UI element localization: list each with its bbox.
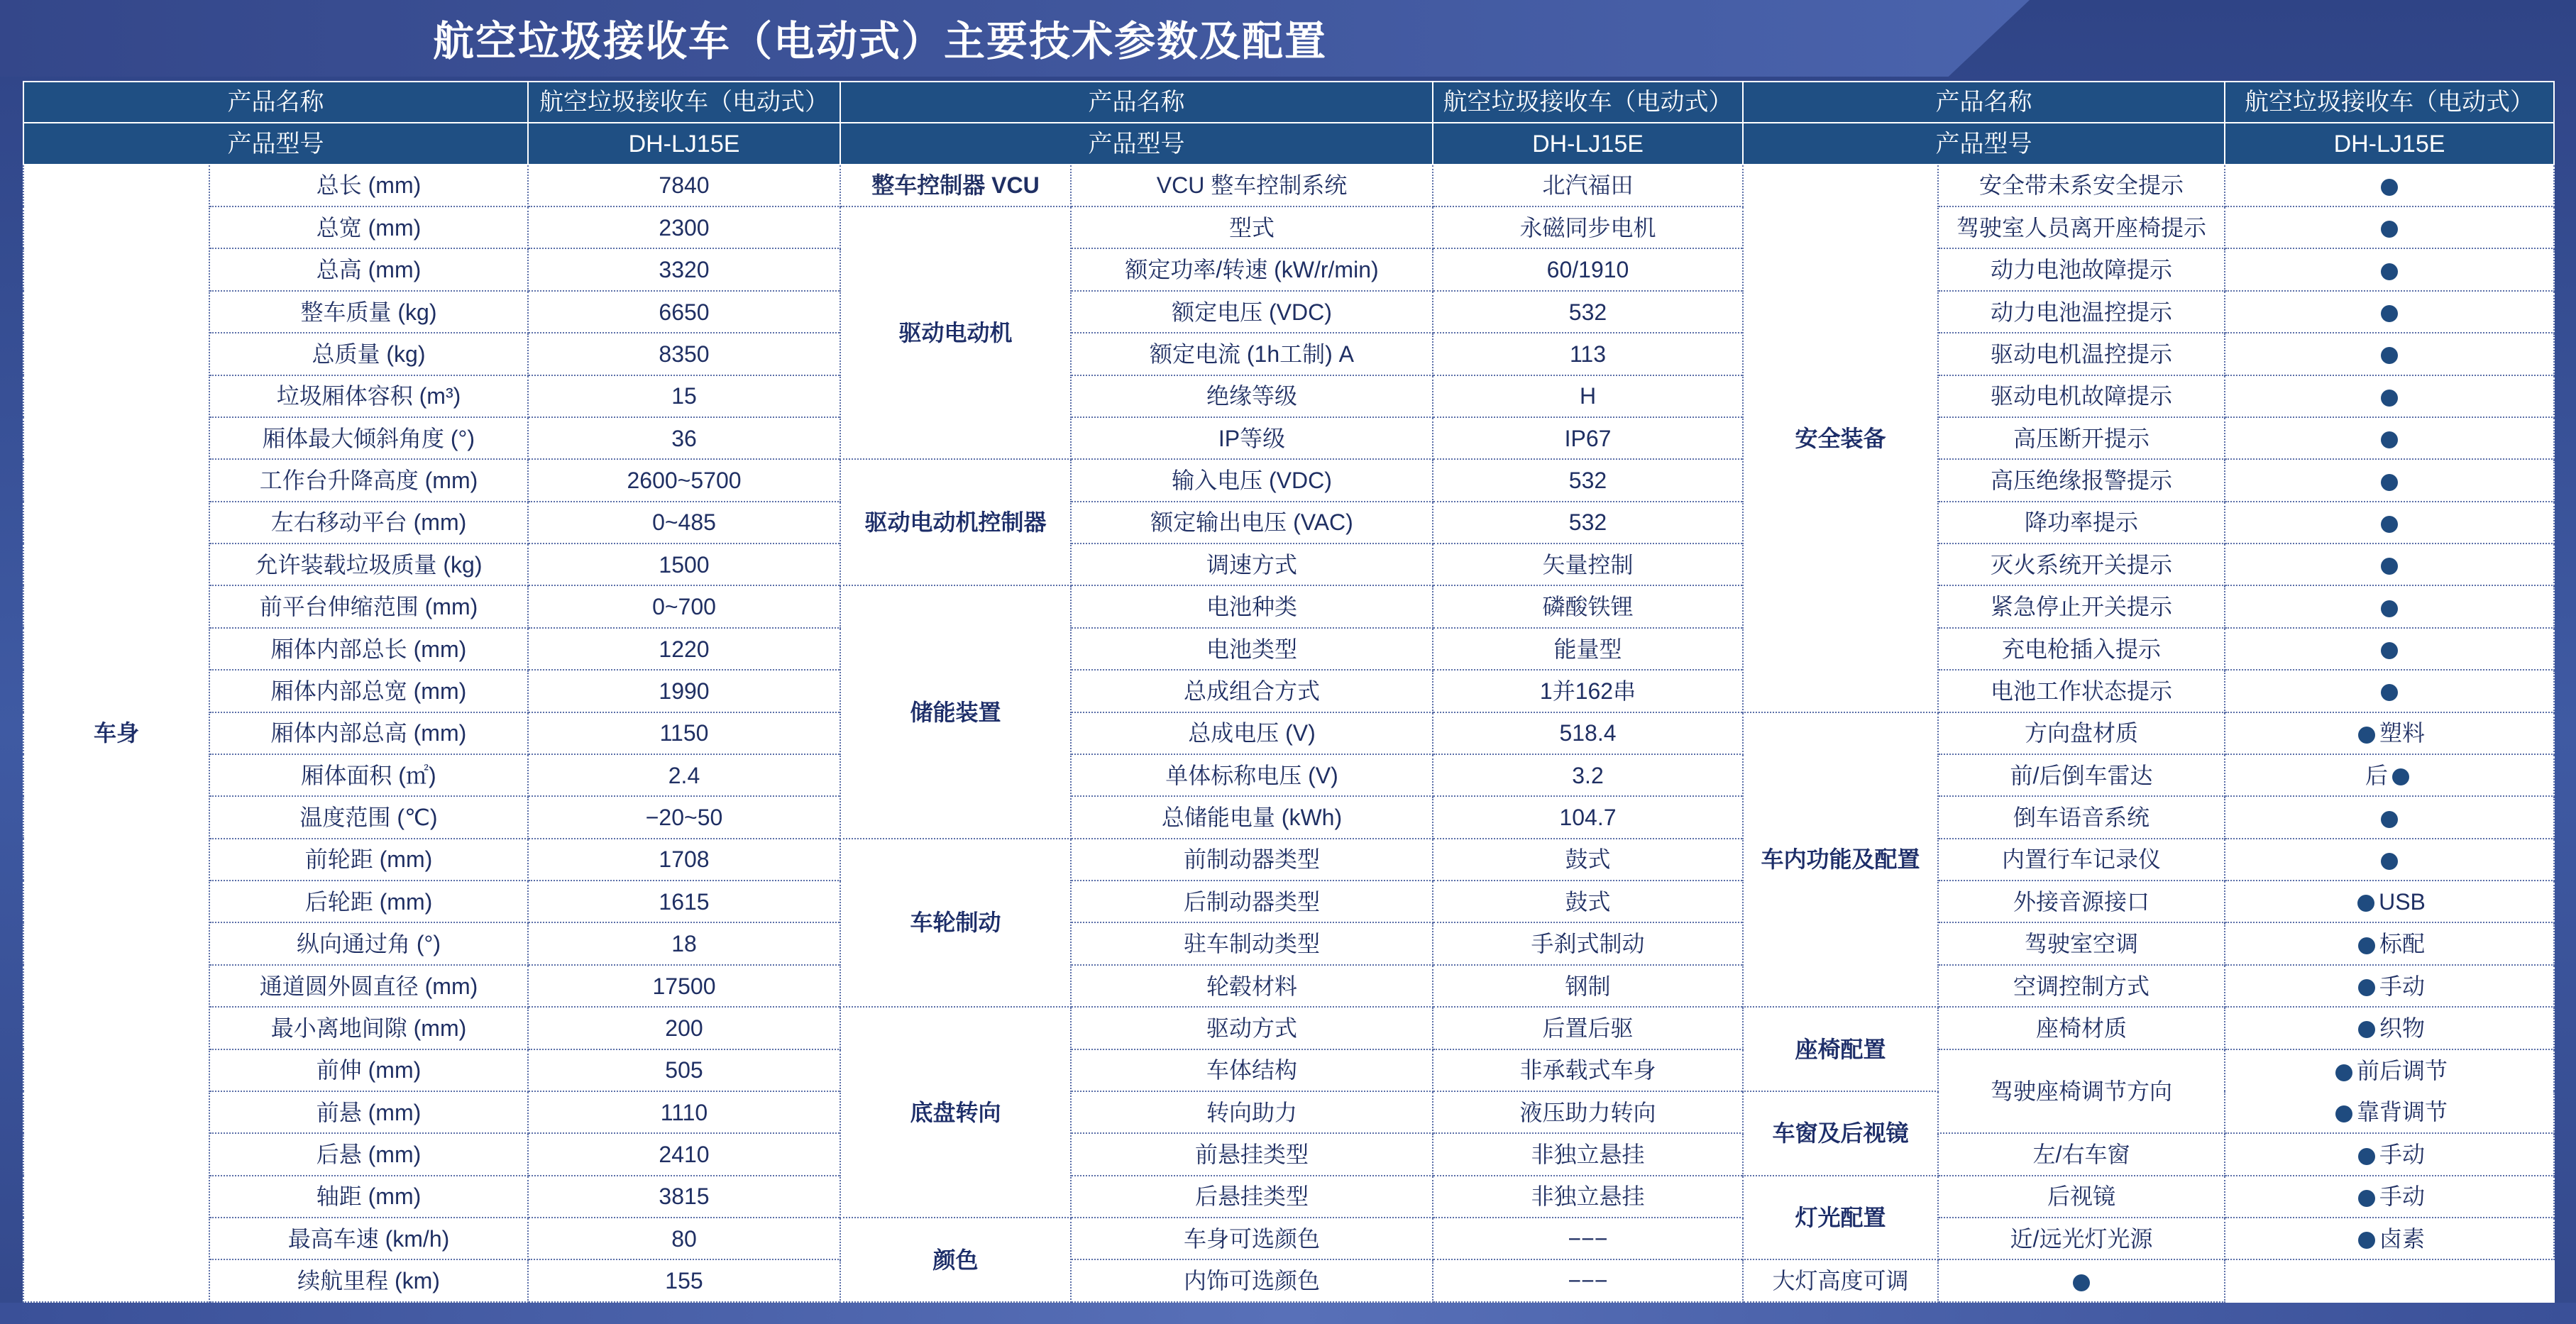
config-value	[2225, 670, 2554, 712]
param-value: 3815	[528, 1176, 840, 1218]
param-value: 2300	[528, 206, 840, 248]
header-name-label: 产品名称	[840, 82, 1433, 123]
config-name: 倒车语音系统	[1938, 796, 2225, 838]
param-name: 垃圾厢体容积 (m³)	[209, 375, 528, 417]
group-cell: 灯光配置	[1743, 1176, 1938, 1260]
config-value	[2225, 248, 2554, 290]
filled-dot-icon	[2381, 305, 2398, 322]
param-value: 3.2	[1433, 754, 1743, 796]
param-name: 左右移动平台 (mm)	[209, 502, 528, 544]
param-value: 155	[528, 1259, 840, 1302]
param-name: 车身可选颜色	[1071, 1218, 1433, 1259]
param-name: IP等级	[1071, 417, 1433, 459]
param-value: 磷酸铁锂	[1433, 585, 1743, 627]
filled-dot-icon	[2357, 895, 2374, 912]
table-row	[23, 333, 2554, 375]
table-row	[23, 1049, 2554, 1091]
config-name: 电池工作状态提示	[1938, 670, 2225, 712]
filled-dot-icon	[2358, 979, 2375, 996]
spec-table	[23, 81, 2555, 1303]
config-value	[2225, 1176, 2554, 1218]
param-name: 厢体内部总宽 (mm)	[209, 670, 528, 712]
config-name: 左/右车窗	[1938, 1133, 2225, 1175]
param-value: 7840	[528, 165, 840, 206]
table-row	[23, 1259, 2554, 1302]
config-value	[2225, 206, 2554, 248]
table-row	[23, 1007, 2554, 1049]
param-value: 36	[528, 417, 840, 459]
param-name: 车体结构	[1071, 1049, 1433, 1091]
table-row	[23, 291, 2554, 333]
filled-dot-icon	[2381, 263, 2398, 280]
config-name: 外接音源接口	[1938, 881, 2225, 922]
group-cell: 底盘转向	[840, 1007, 1071, 1218]
table-row	[23, 839, 2554, 881]
param-name: 电池类型	[1071, 628, 1433, 670]
param-value: 2410	[528, 1133, 840, 1175]
page-title: 航空垃圾接收车（电动式）主要技术参数及配置	[432, 17, 1327, 65]
group-cell: 整车控制器 VCU	[840, 165, 1071, 206]
param-name: 续航里程 (km)	[209, 1259, 528, 1302]
param-name: 允许装载垃圾质量 (kg)	[209, 544, 528, 585]
config-value	[2225, 333, 2554, 375]
param-value: 2600~5700	[528, 459, 840, 501]
header-model-value: DH-LJ15E	[2225, 123, 2554, 164]
param-value: 8350	[528, 333, 840, 375]
header-model-label: 产品型号	[840, 123, 1433, 164]
group-cell: 安全装备	[1743, 165, 1938, 712]
param-value: 200	[528, 1007, 840, 1049]
group-cell: 座椅配置	[1743, 1007, 1938, 1091]
param-name: 绝缘等级	[1071, 375, 1433, 417]
param-value: 1990	[528, 670, 840, 712]
param-name: 单体标称电压 (V)	[1071, 754, 1433, 796]
header-row-model	[23, 123, 2554, 164]
param-value: 2.4	[528, 754, 840, 796]
filled-dot-icon	[2381, 474, 2398, 491]
param-name: 工作台升降高度 (mm)	[209, 459, 528, 501]
table-row	[23, 965, 2554, 1007]
param-value: 1615	[528, 881, 840, 922]
param-value: 0~700	[528, 585, 840, 627]
filled-dot-icon	[2381, 642, 2398, 659]
config-text: 前后调节	[2356, 1057, 2448, 1083]
config-name: 紧急停止开关提示	[1938, 585, 2225, 627]
config-value	[2225, 628, 2554, 670]
header-name-value: 航空垃圾接收车（电动式）	[528, 82, 840, 123]
param-name: VCU 整车控制系统	[1071, 165, 1433, 206]
param-value: 113	[1433, 333, 1743, 375]
table-row	[23, 502, 2554, 544]
param-value: 非独立悬挂	[1433, 1176, 1743, 1218]
filled-dot-icon	[2358, 1021, 2375, 1038]
param-name: 后悬挂类型	[1071, 1176, 1433, 1218]
filled-dot-icon	[2381, 811, 2398, 828]
config-text: 手动	[2379, 1184, 2425, 1210]
config-value	[2225, 375, 2554, 417]
param-name: 轴距 (mm)	[209, 1176, 528, 1218]
group-cell-body: 车身	[23, 165, 209, 1302]
param-name: 厢体内部总长 (mm)	[209, 628, 528, 670]
config-value	[2225, 1049, 2554, 1134]
param-value: IP67	[1433, 417, 1743, 459]
config-name: 驾驶室人员离开座椅提示	[1938, 206, 2225, 248]
param-value: 非承载式车身	[1433, 1049, 1743, 1091]
param-name: 型式	[1071, 206, 1433, 248]
config-name: 动力电池故障提示	[1938, 248, 2225, 290]
config-name: 驱动电机故障提示	[1938, 375, 2225, 417]
param-value: 1并162串	[1433, 670, 1743, 712]
table-row	[23, 165, 2554, 206]
param-name: 输入电压 (VDC)	[1071, 459, 1433, 501]
group-cell: 颜色	[840, 1218, 1071, 1302]
table-row	[23, 712, 2554, 754]
param-value: 532	[1433, 502, 1743, 544]
config-value	[2225, 754, 2554, 796]
config-name: 动力电池温控提示	[1938, 291, 2225, 333]
param-name: 电池种类	[1071, 585, 1433, 627]
filled-dot-icon	[2358, 1190, 2375, 1207]
table-row	[23, 417, 2554, 459]
param-value: 3320	[528, 248, 840, 290]
param-name: 总成组合方式	[1071, 670, 1433, 712]
header-model-label: 产品型号	[1743, 123, 2225, 164]
param-value: 6650	[528, 291, 840, 333]
config-value	[2225, 881, 2554, 922]
param-name: 调速方式	[1071, 544, 1433, 585]
config-value	[2225, 965, 2554, 1007]
table-row	[23, 375, 2554, 417]
config-text: 卤素	[2379, 1225, 2425, 1252]
param-name: 驱动方式	[1071, 1007, 1433, 1049]
filled-dot-icon	[2073, 1274, 2090, 1291]
filled-dot-icon	[2335, 1064, 2352, 1081]
param-name: 总成电压 (V)	[1071, 712, 1433, 754]
param-value: 永磁同步电机	[1433, 206, 1743, 248]
header-name-label: 产品名称	[23, 82, 528, 123]
param-value: 钢制	[1433, 965, 1743, 1007]
filled-dot-icon	[2381, 516, 2398, 533]
filled-dot-icon	[2381, 853, 2398, 870]
param-name: 额定电压 (VDC)	[1071, 291, 1433, 333]
filled-dot-icon	[2381, 600, 2398, 617]
param-value: 北汽福田	[1433, 165, 1743, 206]
config-name: 安全带未系安全提示	[1938, 165, 2225, 206]
param-name: 纵向通过角 (°)	[209, 922, 528, 964]
param-name: 总储能电量 (kWh)	[1071, 796, 1433, 838]
config-name: 前/后倒车雷达	[1938, 754, 2225, 796]
param-value: 0~485	[528, 502, 840, 544]
config-text: 标配	[2379, 931, 2425, 957]
config-name: 高压断开提示	[1938, 417, 2225, 459]
table-row	[23, 1176, 2554, 1218]
param-value: 鼓式	[1433, 881, 1743, 922]
table-row	[23, 754, 2554, 796]
param-name: 最小离地间隙 (mm)	[209, 1007, 528, 1049]
param-name: 后轮距 (mm)	[209, 881, 528, 922]
config-value	[2225, 459, 2554, 501]
config-value	[2225, 502, 2554, 544]
config-value	[2225, 839, 2554, 881]
param-value: 后置后驱	[1433, 1007, 1743, 1049]
config-value	[2225, 585, 2554, 627]
param-value: 液压助力转向	[1433, 1091, 1743, 1133]
param-name: 前悬挂类型	[1071, 1133, 1433, 1175]
header-name-value: 航空垃圾接收车（电动式）	[2225, 82, 2554, 123]
config-text: USB	[2379, 888, 2426, 915]
config-name: 充电枪插入提示	[1938, 628, 2225, 670]
param-value: 鼓式	[1433, 839, 1743, 881]
config-value	[2225, 796, 2554, 838]
param-name: 前制动器类型	[1071, 839, 1433, 881]
config-name: 灭火系统开关提示	[1938, 544, 2225, 585]
param-value: 518.4	[1433, 712, 1743, 754]
param-value: 104.7	[1433, 796, 1743, 838]
param-value: −−−	[1433, 1218, 1743, 1259]
param-value: 532	[1433, 459, 1743, 501]
group-cell: 车窗及后视镜	[1743, 1091, 1938, 1176]
param-name: 整车质量 (kg)	[209, 291, 528, 333]
param-name: 前平台伸缩范围 (mm)	[209, 585, 528, 627]
param-name: 额定输出电压 (VAC)	[1071, 502, 1433, 544]
table-row	[23, 881, 2554, 922]
config-name: 方向盘材质	[1938, 712, 2225, 754]
config-value	[2225, 1218, 2554, 1259]
filled-dot-icon	[2392, 768, 2409, 785]
filled-dot-icon	[2381, 347, 2398, 364]
table-row	[23, 248, 2554, 290]
param-value: −20~50	[528, 796, 840, 838]
param-name: 总高 (mm)	[209, 248, 528, 290]
param-name: 前轮距 (mm)	[209, 839, 528, 881]
filled-dot-icon	[2381, 558, 2398, 575]
table-row	[23, 206, 2554, 248]
table-row	[23, 670, 2554, 712]
param-name: 前伸 (mm)	[209, 1049, 528, 1091]
table-row	[23, 628, 2554, 670]
param-name: 后悬 (mm)	[209, 1133, 528, 1175]
param-value: −−−	[1433, 1259, 1743, 1302]
filled-dot-icon	[2335, 1105, 2352, 1122]
config-value	[2225, 712, 2554, 754]
param-value: 非独立悬挂	[1433, 1133, 1743, 1175]
param-name: 厢体内部总高 (mm)	[209, 712, 528, 754]
config-name: 高压绝缘报警提示	[1938, 459, 2225, 501]
param-name: 厢体最大倾斜角度 (°)	[209, 417, 528, 459]
param-value: H	[1433, 375, 1743, 417]
table-row	[23, 1218, 2554, 1259]
param-value: 532	[1433, 291, 1743, 333]
filled-dot-icon	[2381, 431, 2398, 448]
param-name: 驻车制动类型	[1071, 922, 1433, 964]
filled-dot-icon	[2381, 221, 2398, 238]
param-name: 总宽 (mm)	[209, 206, 528, 248]
group-cell: 驱动电动机	[840, 206, 1071, 459]
table-row	[23, 459, 2554, 501]
bottom-shade	[0, 1303, 2576, 1324]
group-cell: 驱动电动机控制器	[840, 459, 1071, 585]
param-value: 1500	[528, 544, 840, 585]
param-name: 前悬 (mm)	[209, 1091, 528, 1133]
config-value	[2225, 1007, 2554, 1049]
table-row	[23, 922, 2554, 964]
param-value: 能量型	[1433, 628, 1743, 670]
config-line	[2225, 1100, 2553, 1123]
param-value: 1150	[528, 712, 840, 754]
group-cell: 储能装置	[840, 585, 1071, 838]
config-text: 后	[2365, 762, 2388, 788]
param-name: 转向助力	[1071, 1091, 1433, 1133]
param-value: 1220	[528, 628, 840, 670]
config-name: 近/远光灯光源	[1938, 1218, 2225, 1259]
param-name: 后制动器类型	[1071, 881, 1433, 922]
header-name-label: 产品名称	[1743, 82, 2225, 123]
config-value	[2225, 922, 2554, 964]
header-model-value: DH-LJ15E	[1433, 123, 1743, 164]
config-value	[2225, 544, 2554, 585]
param-name: 厢体面积 (㎡)	[209, 754, 528, 796]
config-value	[2225, 165, 2554, 206]
config-name: 空调控制方式	[1938, 965, 2225, 1007]
config-text: 手动	[2379, 1142, 2425, 1168]
header-name-value: 航空垃圾接收车（电动式）	[1433, 82, 1743, 123]
table-row	[23, 1133, 2554, 1175]
config-text: 靠背调节	[2356, 1098, 2448, 1125]
param-name: 通道圆外圆直径 (mm)	[209, 965, 528, 1007]
filled-dot-icon	[2358, 937, 2375, 954]
config-name: 大灯高度可调	[1743, 1259, 1938, 1302]
config-value	[2225, 1133, 2554, 1175]
group-cell: 车轮制动	[840, 839, 1071, 1008]
param-value: 505	[528, 1049, 840, 1091]
param-name: 总长 (mm)	[209, 165, 528, 206]
filled-dot-icon	[2358, 727, 2375, 744]
param-name: 最高车速 (km/h)	[209, 1218, 528, 1259]
param-value: 80	[528, 1218, 840, 1259]
param-name: 额定电流 (1h工制) A	[1071, 333, 1433, 375]
config-name: 驱动电机温控提示	[1938, 333, 2225, 375]
config-value	[2225, 291, 2554, 333]
group-cell: 车内功能及配置	[1743, 712, 1938, 1008]
table-row	[23, 796, 2554, 838]
filled-dot-icon	[2381, 684, 2398, 701]
header-row-name	[23, 82, 2554, 123]
param-value: 1708	[528, 839, 840, 881]
param-value: 17500	[528, 965, 840, 1007]
param-value: 18	[528, 922, 840, 964]
config-name: 降功率提示	[1938, 502, 2225, 544]
config-name: 驾驶室空调	[1938, 922, 2225, 964]
config-value	[2225, 417, 2554, 459]
table-row	[23, 544, 2554, 585]
param-value: 手刹式制动	[1433, 922, 1743, 964]
param-name: 温度范围 (℃)	[209, 796, 528, 838]
filled-dot-icon	[2358, 1148, 2375, 1165]
param-value: 1110	[528, 1091, 840, 1133]
config-text: 塑料	[2379, 720, 2425, 746]
param-name: 额定功率/转速 (kW/r/min)	[1071, 248, 1433, 290]
param-value: 60/1910	[1433, 248, 1743, 290]
filled-dot-icon	[2381, 179, 2398, 196]
param-value: 矢量控制	[1433, 544, 1743, 585]
param-name: 内饰可选颜色	[1071, 1259, 1433, 1302]
config-value	[1938, 1259, 2225, 1302]
config-name: 驾驶座椅调节方向	[1938, 1049, 2225, 1134]
param-name: 轮毂材料	[1071, 965, 1433, 1007]
header-model-value: DH-LJ15E	[528, 123, 840, 164]
config-name: 座椅材质	[1938, 1007, 2225, 1049]
table-row	[23, 585, 2554, 627]
config-text: 手动	[2379, 973, 2425, 999]
param-name: 总质量 (kg)	[209, 333, 528, 375]
filled-dot-icon	[2381, 390, 2398, 407]
param-value: 15	[528, 375, 840, 417]
header-model-label: 产品型号	[23, 123, 528, 164]
config-line	[2225, 1059, 2553, 1082]
filled-dot-icon	[2358, 1232, 2375, 1249]
config-text: 织物	[2379, 1015, 2425, 1041]
config-name: 内置行车记录仪	[1938, 839, 2225, 881]
config-name: 后视镜	[1938, 1176, 2225, 1218]
